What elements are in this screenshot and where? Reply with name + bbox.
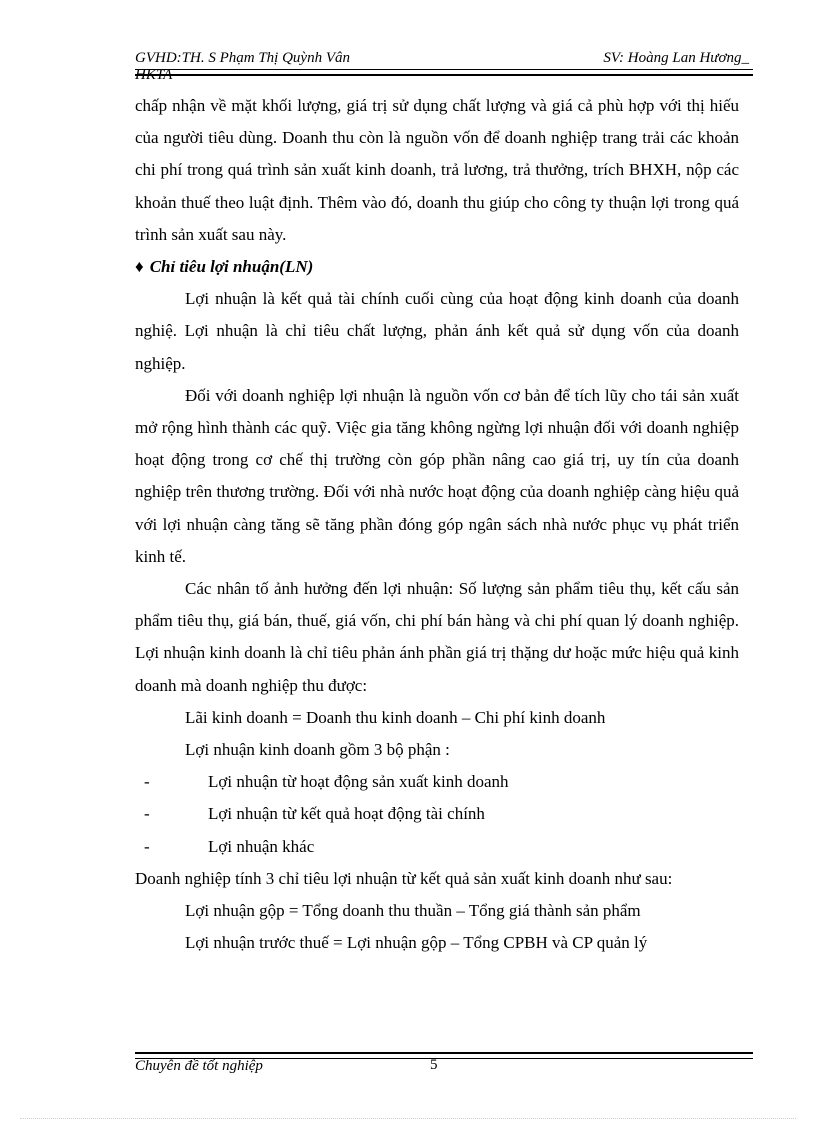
list-item: - Lợi nhuận khác: [144, 836, 315, 856]
header-student-class: HKTA: [135, 67, 173, 83]
header-student: SV: Hoàng Lan Hương_: [603, 50, 749, 66]
profit-components-intro: Lợi nhuận kinh doanh gồm 3 bộ phận :: [185, 740, 450, 760]
list-item: - Lợi nhuận từ hoạt động sản xuất kinh doanh: [144, 772, 509, 792]
formula-business-profit: Lãi kinh doanh = Doanh thu kinh doanh – Chi phí kinh doanh: [185, 707, 606, 727]
formula-gross-profit: Lợi nhuận gộp = Tổng doanh thu thuần – Tổng giá thành sản phẩm: [185, 901, 641, 921]
paragraph-three-indicators: Doanh nghiệp tính 3 chỉ tiêu lợi nhuận từ kết quả sản xuất kinh doanh như sau:: [135, 868, 673, 888]
formula-pretax-profit: Lợi nhuận trước thuế = Lợi nhuận gộp – Tổng CPBH và CP quản lý: [185, 933, 648, 953]
page-boundary: [20, 1118, 796, 1119]
header-instructor: GVHD:TH. S Phạm Thị Quỳnh Vân: [135, 50, 350, 66]
section-heading-text: Chỉ tiêu lợi nhuận(LN): [149, 257, 314, 277]
footer-title: Chuyên đề tốt nghiệp: [135, 1058, 263, 1074]
paragraph-profit-definition: Lợi nhuận là kết quả tài chính cuối cùng của hoạt động kinh doanh của doanh nghiệ. Lợi nhuận là chỉ tiêu chất lượng, phản ánh kết quả sử dụng vốn của doanh nghiệp.: [135, 289, 739, 373]
paragraph-profit-factors: Các nhân tố ảnh hưởng đến lợi nhuận: Số lượng sản phẩm tiêu thụ, kết cấu sản phẩm tiêu thụ, giá bán, thuế, giá vốn, chi phí bán hàng và chi phí quan lý doanh nghiệp. Lợi nhuận kinh doanh là chỉ tiêu phản ánh phần giá trị thặng dư hoặc mức hiệu quả kinh doanh mà doanh nghiệp thu được:: [135, 579, 739, 695]
section-heading: [135, 251, 739, 283]
page-number: 5: [430, 1057, 438, 1073]
diamond-bullet-icon: ♦: [135, 257, 144, 277]
list-item: - Lợi nhuận từ kết quả hoạt động tài chính: [144, 804, 485, 824]
paragraph-revenue: chấp nhận về mặt khối lượng, giá trị sử dụng chất lượng và giá cả phù hợp với thị hiếu của người tiêu dùng. Doanh thu còn là nguồn vốn để doanh nghiệp trang trải các khoản chi phí trong quá trình sản xuất kinh doanh, trả lương, trả thưởng, trích BHXH, nộp các khoản thuế theo luật định. Thêm vào đó, doanh thu giúp cho công ty thuận lợi trong quá trình sản xuất sau này.: [135, 96, 739, 244]
paragraph-profit-importance: Đối với doanh nghiệp lợi nhuận là nguồn vốn cơ bản để tích lũy cho tái sản xuất mở rộng hình thành các quỹ. Việc gia tăng không ngừng lợi nhuận đối với doanh nghiệp hoạt động trong cơ chế thị trường còn góp phần nâng cao giá trị, uy tín của doanh nghiệp trên thương trường. Đối với nhà nước hoạt động của doanh nghiệp càng hiệu quả với lợi nhuận càng tăng sẽ tăng phần đóng góp ngân sách nhà nước phục vụ phát triển kinh tế.: [135, 385, 739, 566]
header-rule: [135, 69, 753, 76]
document-body: [135, 90, 739, 959]
